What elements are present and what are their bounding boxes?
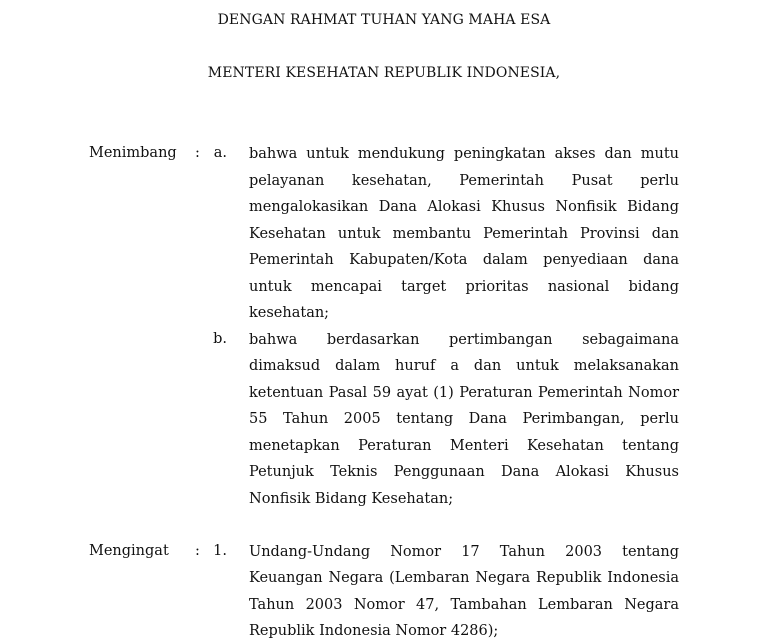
item-b-line-1: bahwa berdasarkan pertimbangan sebagaimana	[249, 332, 679, 348]
item-b-line-7: Nonfisik Bidang Kesehatan;	[249, 491, 454, 507]
section-label-menimbang: Menimbang	[89, 145, 177, 161]
item-1-line-3: Tahun 2003 Nomor 47, Tambahan Lembaran Negara	[249, 597, 679, 613]
item-a-line-6: untuk mencapai target prioritas nasional bidang	[249, 279, 679, 295]
item-a-line-7: kesehatan;	[249, 305, 330, 321]
section-colon-menimbang: :	[195, 145, 200, 161]
heading-blessing: DENGAN RAHMAT TUHAN YANG MAHA ESA	[217, 12, 551, 28]
section-colon-mengingat: :	[195, 543, 200, 559]
item-a-line-2: pelayanan kesehatan, Pemerintah Pusat perlu	[249, 173, 679, 189]
item-a-line-1: bahwa untuk mendukung peningkatan akses dan mutu	[249, 146, 679, 162]
item-a-line-5: Pemerintah Kabupaten/Kota dalam penyediaan dana	[249, 252, 679, 268]
item-b-line-4: 55 Tahun 2005 tentang Dana Perimbangan, perlu	[249, 411, 679, 427]
heading-minister: MENTERI KESEHATAN REPUBLIK INDONESIA,	[207, 65, 561, 81]
item-marker-a: a.	[213, 145, 227, 161]
section-label-mengingat: Mengingat	[89, 543, 169, 559]
item-1-line-4: Republik Indonesia Nomor 4286);	[249, 623, 499, 639]
item-b-line-5: menetapkan Peraturan Menteri Kesehatan tentang	[249, 438, 679, 454]
item-1-line-2: Keuangan Negara (Lembaran Negara Republik Indonesia	[249, 570, 679, 586]
item-1-line-1: Undang-Undang Nomor 17 Tahun 2003 tentang	[249, 544, 679, 560]
item-b-line-6: Petunjuk Teknis Penggunaan Dana Alokasi Khusus	[249, 464, 679, 480]
item-b-line-3: ketentuan Pasal 59 ayat (1) Peraturan Pemerintah Nomor	[249, 385, 679, 401]
item-a-line-3: mengalokasikan Dana Alokasi Khusus Nonfisik Bidang	[249, 199, 679, 215]
item-b-line-2: dimaksud dalam huruf a dan untuk melaksanakan	[249, 358, 679, 374]
item-marker-1: 1.	[213, 543, 227, 559]
item-a-line-4: Kesehatan untuk membantu Pemerintah Provinsi dan	[249, 226, 679, 242]
item-marker-b: b.	[213, 331, 227, 347]
